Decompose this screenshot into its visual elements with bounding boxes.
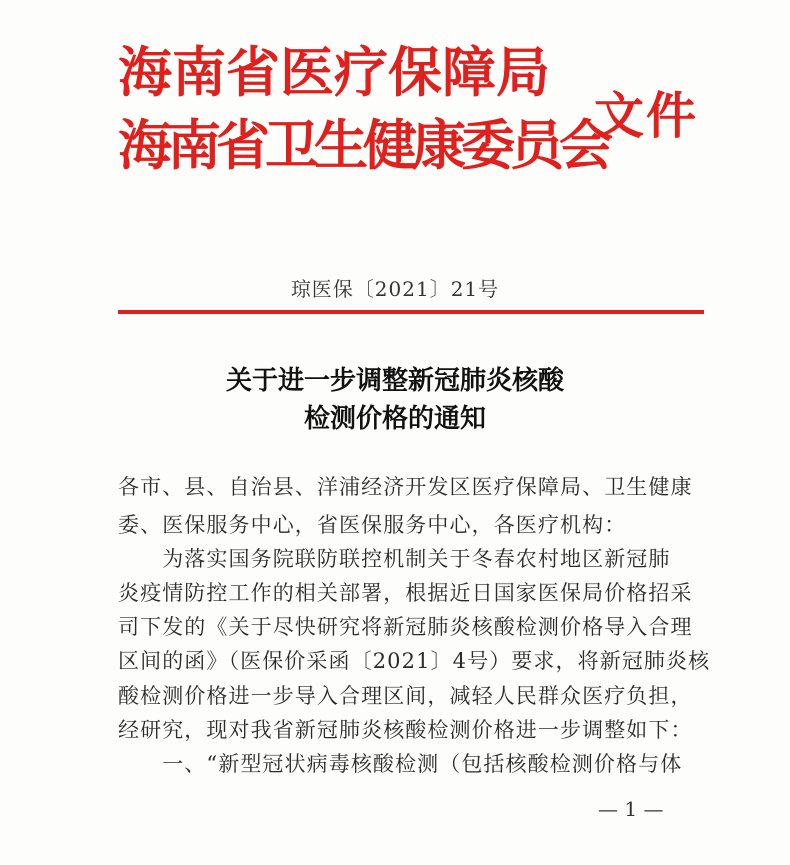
page-number: — 1 — — [598, 797, 664, 821]
issuer-name-health-commission: 海南省卫生健康委员会 — [118, 114, 608, 177]
body-text-line: 炎疫情防控工作的相关部署，根据近日国家医保局价格招采 — [118, 581, 693, 605]
body-text-line: 一、“新型冠状病毒核酸检测（包括核酸检测价格与体 — [118, 752, 683, 776]
body-text-line: 酸检测价格进一步导入合理区间，减轻人民群众医疗负担， — [118, 684, 693, 708]
red-separator-line — [118, 310, 704, 314]
document-number: 琼医保〔2021〕21号 — [290, 277, 500, 301]
body-text-line: 委、医保服务中心，省医保服务中心，各医疗机构： — [118, 513, 627, 537]
body-text-line: 区间的函》（医保价采函〔2021〕4号）要求，将新冠肺炎核 — [118, 649, 711, 673]
body-text-line: 经研究，现对我省新冠肺炎核酸检测价格进一步调整如下： — [118, 718, 693, 742]
body-text-line: 司下发的《关于尽快研究将新冠肺炎核酸检测价格导入合理 — [118, 615, 693, 639]
document-label: 文件 — [594, 87, 698, 145]
notice-title-line-1: 关于进一步调整新冠肺炎核酸 — [225, 366, 564, 396]
body-text-line: 各市、县、自治县、洋浦经济开发区医疗保障局、卫生健康 — [118, 475, 693, 499]
body-text-line: 为落实国务院联防联控机制关于冬春农村地区新冠肺 — [118, 547, 671, 571]
notice-title-line-2: 检测价格的通知 — [303, 404, 486, 434]
issuer-name-medical-security-bureau: 海南省医疗保障局 — [118, 41, 550, 104]
